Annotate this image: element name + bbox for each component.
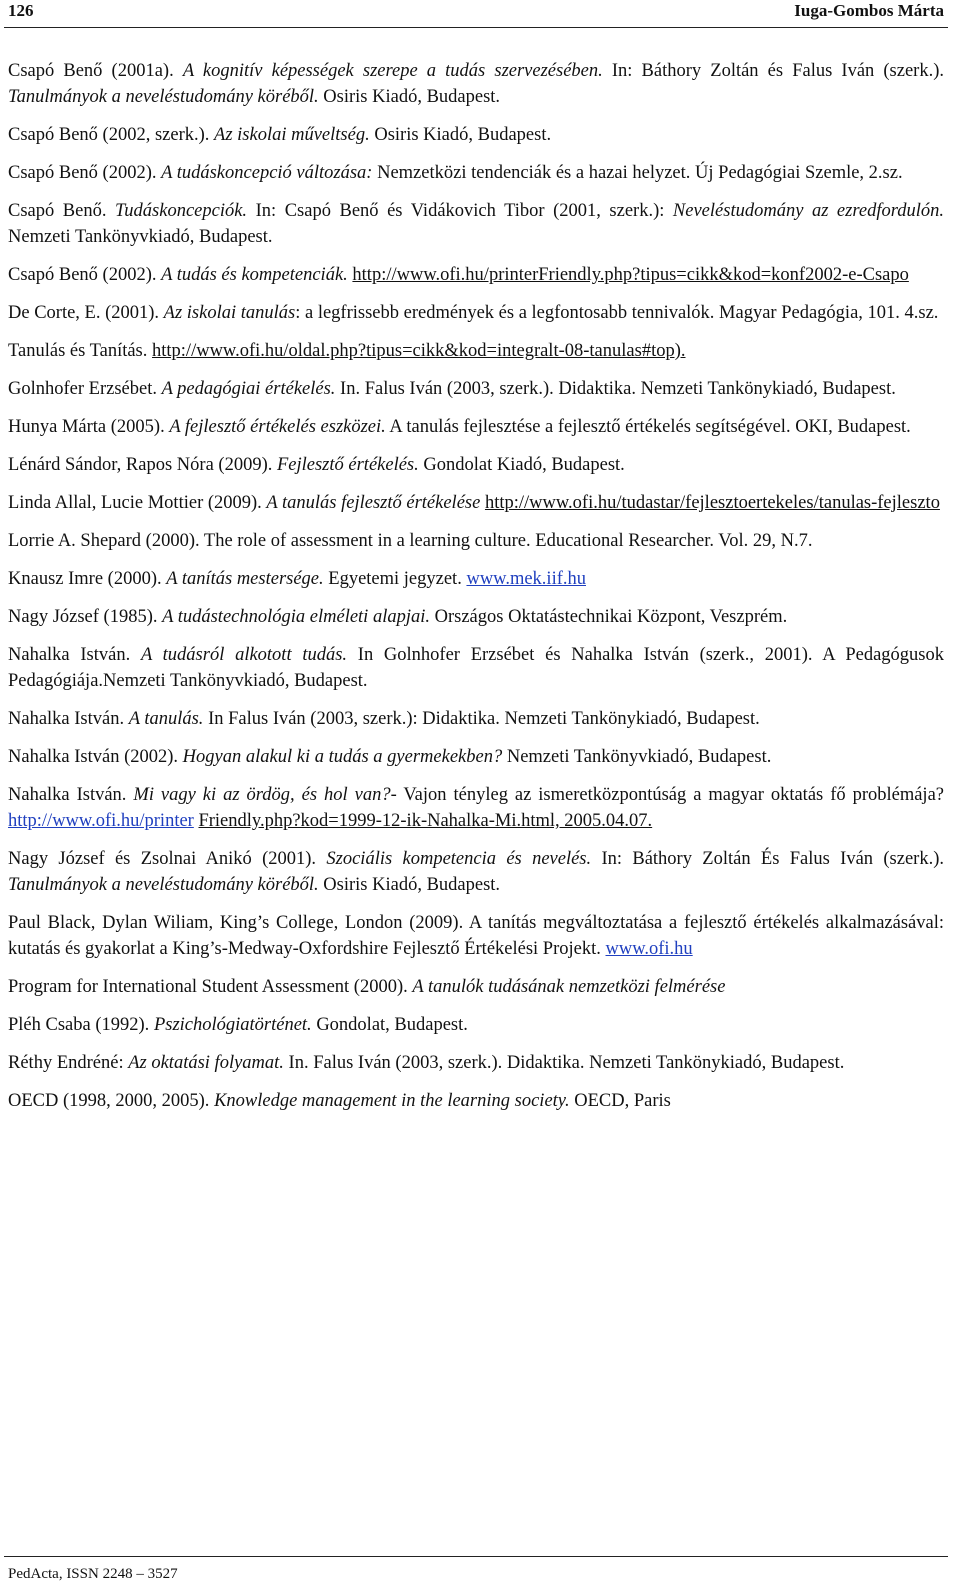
reference-entry: [8, 1012, 944, 1038]
reference-entry: [8, 706, 944, 732]
reference-text: Hunya Márta (2005).: [8, 417, 170, 437]
reference-text: Gondolat, Budapest.: [311, 1015, 468, 1035]
reference-title: A tudás és kompetenciák.: [161, 265, 348, 285]
reference-text: In: Csapó Benő és Vidákovich Tibor (2001, szerk.):: [247, 201, 673, 221]
reference-text: Nahalka István (2002).: [8, 747, 183, 767]
reference-text: Gondolat Kiadó, Budapest.: [418, 455, 625, 475]
reference-text: Osiris Kiadó, Budapest.: [369, 125, 552, 145]
header-divider: [4, 27, 948, 28]
reference-entry: [8, 376, 944, 402]
reference-text: Egyetemi jegyzet.: [323, 569, 467, 589]
reference-text: Csapó Benő (2002).: [8, 163, 162, 183]
reference-entry: [8, 490, 944, 516]
reference-text: Osiris Kiadó, Budapest.: [318, 875, 501, 895]
reference-entry: [8, 198, 944, 250]
reference-text: In Golnhofer Erzsébet és Nahalka István (szerk., 2001). A Pedagógusok Pedagógiája.Nemzeti Tankönyvkiadó, Budapest.: [8, 645, 944, 691]
reference-title: Mi vagy ki az ördög, és hol van?: [133, 785, 391, 805]
reference-text: Knausz Imre (2000).: [8, 569, 167, 589]
reference-text: Pléh Csaba (1992).: [8, 1015, 154, 1035]
reference-text: Golnhofer Erzsébet.: [8, 379, 162, 399]
reference-text: Réthy Endréné:: [8, 1053, 129, 1073]
reference-text: A tanulás fejlesztése a fejlesztő értékelés segítségével. OKI, Budapest.: [385, 417, 911, 437]
reference-link[interactable]: Friendly.php?kod=1999-12-ik-Nahalka-Mi.html, 2005.04.07.: [198, 811, 653, 831]
reference-text: Nahalka István.: [8, 709, 129, 729]
reference-title: Hogyan alakul ki a tudás a gyermekekben?: [182, 747, 503, 767]
reference-link[interactable]: http://www.ofi.hu/printerFriendly.php?tipus=cikk&kod=konf2002-e-Csapo: [352, 265, 909, 285]
reference-entry: [8, 642, 944, 694]
reference-title: A tudástechnológia elméleti alapjai.: [162, 607, 430, 627]
reference-title: Szociális kompetencia és nevelés.: [326, 849, 592, 869]
reference-entry: [8, 910, 944, 962]
reference-text: Országos Oktatástechnikai Központ, Veszprém.: [430, 607, 788, 627]
reference-text: Csapó Benő (2001a).: [8, 61, 183, 81]
reference-text: In: Báthory Zoltán és Falus Iván (szerk.).: [602, 61, 944, 81]
reference-entry: [8, 262, 944, 288]
reference-title: Tanulmányok a neveléstudomány köréből.: [8, 87, 319, 107]
reference-text: Nemzeti Tankönyvkiadó, Budapest.: [502, 747, 772, 767]
page-footer: PedActa, ISSN 2248 – 3527: [8, 1566, 178, 1582]
reference-entry: [8, 1050, 944, 1076]
reference-text: In. Falus Iván (2003, szerk.). Didaktika. Nemzeti Tankönykiadó, Budapest.: [283, 1053, 845, 1073]
reference-title: Tudáskoncepciók.: [115, 201, 248, 221]
page-header: [8, 0, 944, 22]
reference-text: In. Falus Iván (2003, szerk.). Didaktika. Nemzeti Tankönykiadó, Budapest.: [335, 379, 896, 399]
reference-title: A tanítás mestersége.: [166, 569, 324, 589]
reference-text: De Corte, E. (2001).: [8, 303, 164, 323]
reference-text: : a legfrissebb eredmények és a legfontosabb tennivalók. Magyar Pedagógia, 101. 4.sz.: [295, 303, 939, 323]
reference-title: A tanulók tudásának nemzetközi felmérése: [412, 977, 726, 997]
reference-title: A pedagógiai értékelés.: [161, 379, 336, 399]
reference-title: A tudáskoncepció változása:: [161, 163, 373, 183]
reference-title: A fejlesztő értékelés eszközei.: [169, 417, 386, 437]
reference-text: Program for International Student Assessment (2000).: [8, 977, 413, 997]
reference-text: OECD (1998, 2000, 2005).: [8, 1091, 215, 1111]
reference-title: A tanulás fejlesztő értékelése: [266, 493, 481, 513]
reference-text: Linda Allal, Lucie Mottier (2009).: [8, 493, 267, 513]
reference-title: Az iskolai tanulás: [163, 303, 296, 323]
reference-text: Csapó Benő.: [8, 201, 116, 221]
reference-title: A tudásról alkotott tudás.: [140, 645, 348, 665]
reference-entry: [8, 122, 944, 148]
reference-text: Csapó Benő (2002).: [8, 265, 162, 285]
reference-title: Pszichológiatörténet.: [153, 1015, 312, 1035]
reference-text: Nahalka István.: [8, 785, 134, 805]
reference-entry: [8, 744, 944, 770]
reference-link[interactable]: http://www.ofi.hu/tudastar/fejlesztoertekeles/tanulas-fejleszto: [484, 493, 940, 513]
reference-entry: [8, 604, 944, 630]
reference-text: Nemzetközi tendenciák és a hazai helyzet. Új Pedagógiai Szemle, 2.sz.: [372, 163, 903, 183]
reference-entry: [8, 846, 944, 898]
reference-title: A kognitív képességek szerepe a tudás szervezésében.: [182, 61, 603, 81]
reference-entry: [8, 452, 944, 478]
reference-text: Nagy József és Zsolnai Anikó (2001).: [8, 849, 327, 869]
reference-text: In: Báthory Zoltán És Falus Iván (szerk.).: [591, 849, 944, 869]
reference-text: - Vajon tényleg az ismeretközpontúság a magyar oktatás fő problémája?: [390, 785, 944, 805]
reference-entry: [8, 300, 944, 326]
reference-text: Nagy József (1985).: [8, 607, 163, 627]
reference-text: Lorrie A. Shepard (2000). The role of assessment in a learning culture. Educational Researcher. Vol. 29, N.7.: [8, 531, 813, 551]
reference-title: Knowledge management in the learning society.: [214, 1091, 570, 1111]
reference-link[interactable]: www.mek.iif.hu: [466, 569, 586, 589]
reference-entry: [8, 414, 944, 440]
reference-text: Lénárd Sándor, Rapos Nóra (2009).: [8, 455, 277, 475]
reference-title: Fejlesztő értékelés.: [276, 455, 419, 475]
reference-title: Tanulmányok a neveléstudomány köréből.: [8, 875, 319, 895]
reference-title: Az iskolai műveltség.: [214, 125, 370, 145]
reference-entry: [8, 338, 944, 364]
reference-text: Osiris Kiadó, Budapest.: [318, 87, 501, 107]
reference-link[interactable]: http://www.ofi.hu/printer: [8, 811, 194, 831]
running-author: Iuga-Gombos Márta: [794, 1, 944, 20]
reference-entry: [8, 1088, 944, 1114]
reference-entry: [8, 974, 944, 1000]
reference-entry: [8, 782, 944, 834]
reference-entry: [8, 160, 944, 186]
reference-text: Nemzeti Tankönyvkiadó, Budapest.: [8, 227, 273, 247]
reference-title: Neveléstudomány az ezredfordulón.: [672, 201, 944, 221]
reference-title: A tanulás.: [128, 709, 204, 729]
reference-text: Nahalka István.: [8, 645, 141, 665]
reference-text: Csapó Benő (2002, szerk.).: [8, 125, 215, 145]
reference-link[interactable]: http://www.ofi.hu/oldal.php?tipus=cikk&kod=integralt-08-tanulas#top).: [152, 341, 686, 361]
reference-list: [8, 58, 944, 1126]
reference-entry: [8, 528, 944, 554]
reference-title: Az oktatási folyamat.: [128, 1053, 284, 1073]
page-number: 126: [8, 1, 34, 20]
reference-text: OECD, Paris: [569, 1091, 671, 1111]
reference-text: Tanulás és Tanítás.: [8, 341, 153, 361]
footer-divider: [4, 1556, 948, 1557]
reference-link[interactable]: www.ofi.hu: [605, 939, 693, 959]
reference-entry: [8, 58, 944, 110]
reference-text: In Falus Iván (2003, szerk.): Didaktika. Nemzeti Tankönykiadó, Budapest.: [203, 709, 760, 729]
reference-text: Paul Black, Dylan Wiliam, King’s College, London (2009). A tanítás megváltoztatása a fejlesztő értékelés alkalmazásával: kutatás és gyakorlat a King’s-Medway-Oxfordshire Fejlesztő Értékelési Projekt.: [8, 913, 944, 959]
reference-entry: [8, 566, 944, 592]
